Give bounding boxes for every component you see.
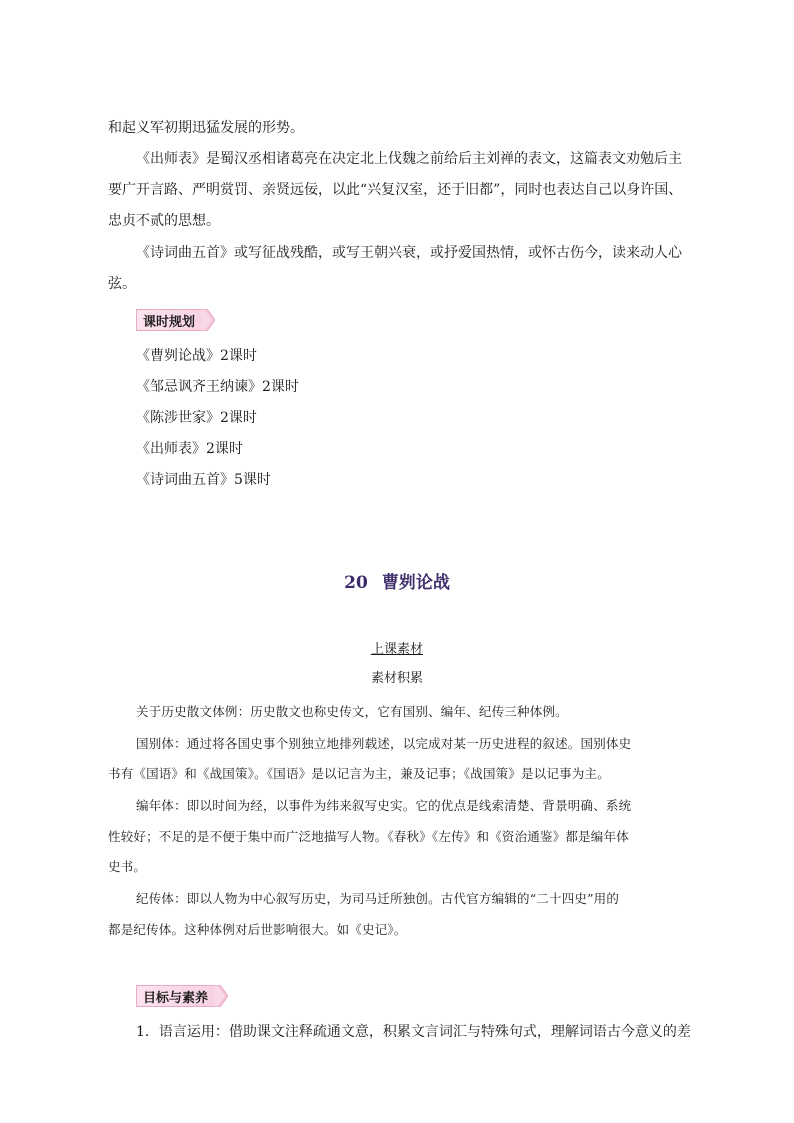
material-line: 都是纪传体。这种体例对后世影响很大。如《史记》。: [108, 922, 407, 937]
material-line: 纪传体：即以人物为中心叙写历史，为司马迁所独创。古代官方编辑的“二十四史”用的: [136, 891, 620, 906]
schedule-item: 《出师表》2课时: [136, 441, 243, 457]
material-line: 书有《国语》和《战国策》。《国语》是以记言为主，兼及记事；《战国策》是以记事为主。: [108, 766, 610, 781]
material-line: 国别体：通过将各国史事个别独立地排列载述，以完成对某一历史进程的叙述。国别体史: [136, 736, 632, 751]
chevron-right-icon: [214, 985, 228, 1007]
lesson-title-text: 曹刿论战: [381, 573, 450, 593]
material-line: 编年体：即以时间为经，以事件为纬来叙写史实。它的优点是线索清楚、背景明确、系统: [136, 798, 632, 813]
goals-badge-label: 目标与素养: [136, 985, 214, 1007]
material-line: 性较好；不足的是不便于集中而广泛地描写人物。《春秋》《左传》和《资治通鉴》都是编年体: [108, 829, 629, 844]
intro-line: 和起义军初期迅猛发展的形势。: [108, 120, 304, 136]
schedule-item: 《邹忌讽齐王纳谏》2课时: [136, 379, 299, 395]
lesson-number: 20: [344, 573, 368, 593]
material-line: 史书。: [108, 859, 147, 874]
chevron-right-icon: [201, 309, 215, 331]
intro-line: 《诗词曲五首》或写征战残酷，或写王朝兴衰，或抒爱国热情，或怀古伤今，读来动人心: [136, 245, 682, 261]
intro-line: 忠贞不贰的思想。: [108, 213, 220, 229]
goals-badge: [136, 985, 228, 1007]
intro-line: 弦。: [108, 276, 136, 292]
schedule-badge-label: 课时规划: [136, 309, 201, 331]
lesson-title: [0, 568, 794, 593]
material-heading: 上课素材: [370, 642, 423, 657]
material-subheading: 素材积累: [370, 671, 423, 686]
schedule-badge: [136, 309, 215, 331]
intro-line: 《出师表》是蜀汉丞相诸葛亮在决定北上伐魏之前给后主刘禅的表文，这篇表文劝勉后主: [136, 151, 682, 167]
schedule-item: 《诗词曲五首》5课时: [136, 472, 271, 488]
intro-line: 要广开言路、严明赏罚、亲贤远佞，以此“兴复汉室，还于旧都”，同时也表达自己以身许国、: [108, 182, 683, 198]
schedule-item: 《陈涉世家》2课时: [136, 410, 257, 426]
goal-item: 1．语言运用：借助课文注释疏通文意，积累文言词汇与特殊句式，理解词语古今意义的差: [136, 1024, 691, 1040]
material-line: 关于历史散文体例：历史散文也称史传文，它有国别、编年、纪传三种体例。: [136, 704, 568, 719]
schedule-item: 《曹刿论战》2课时: [136, 348, 257, 364]
